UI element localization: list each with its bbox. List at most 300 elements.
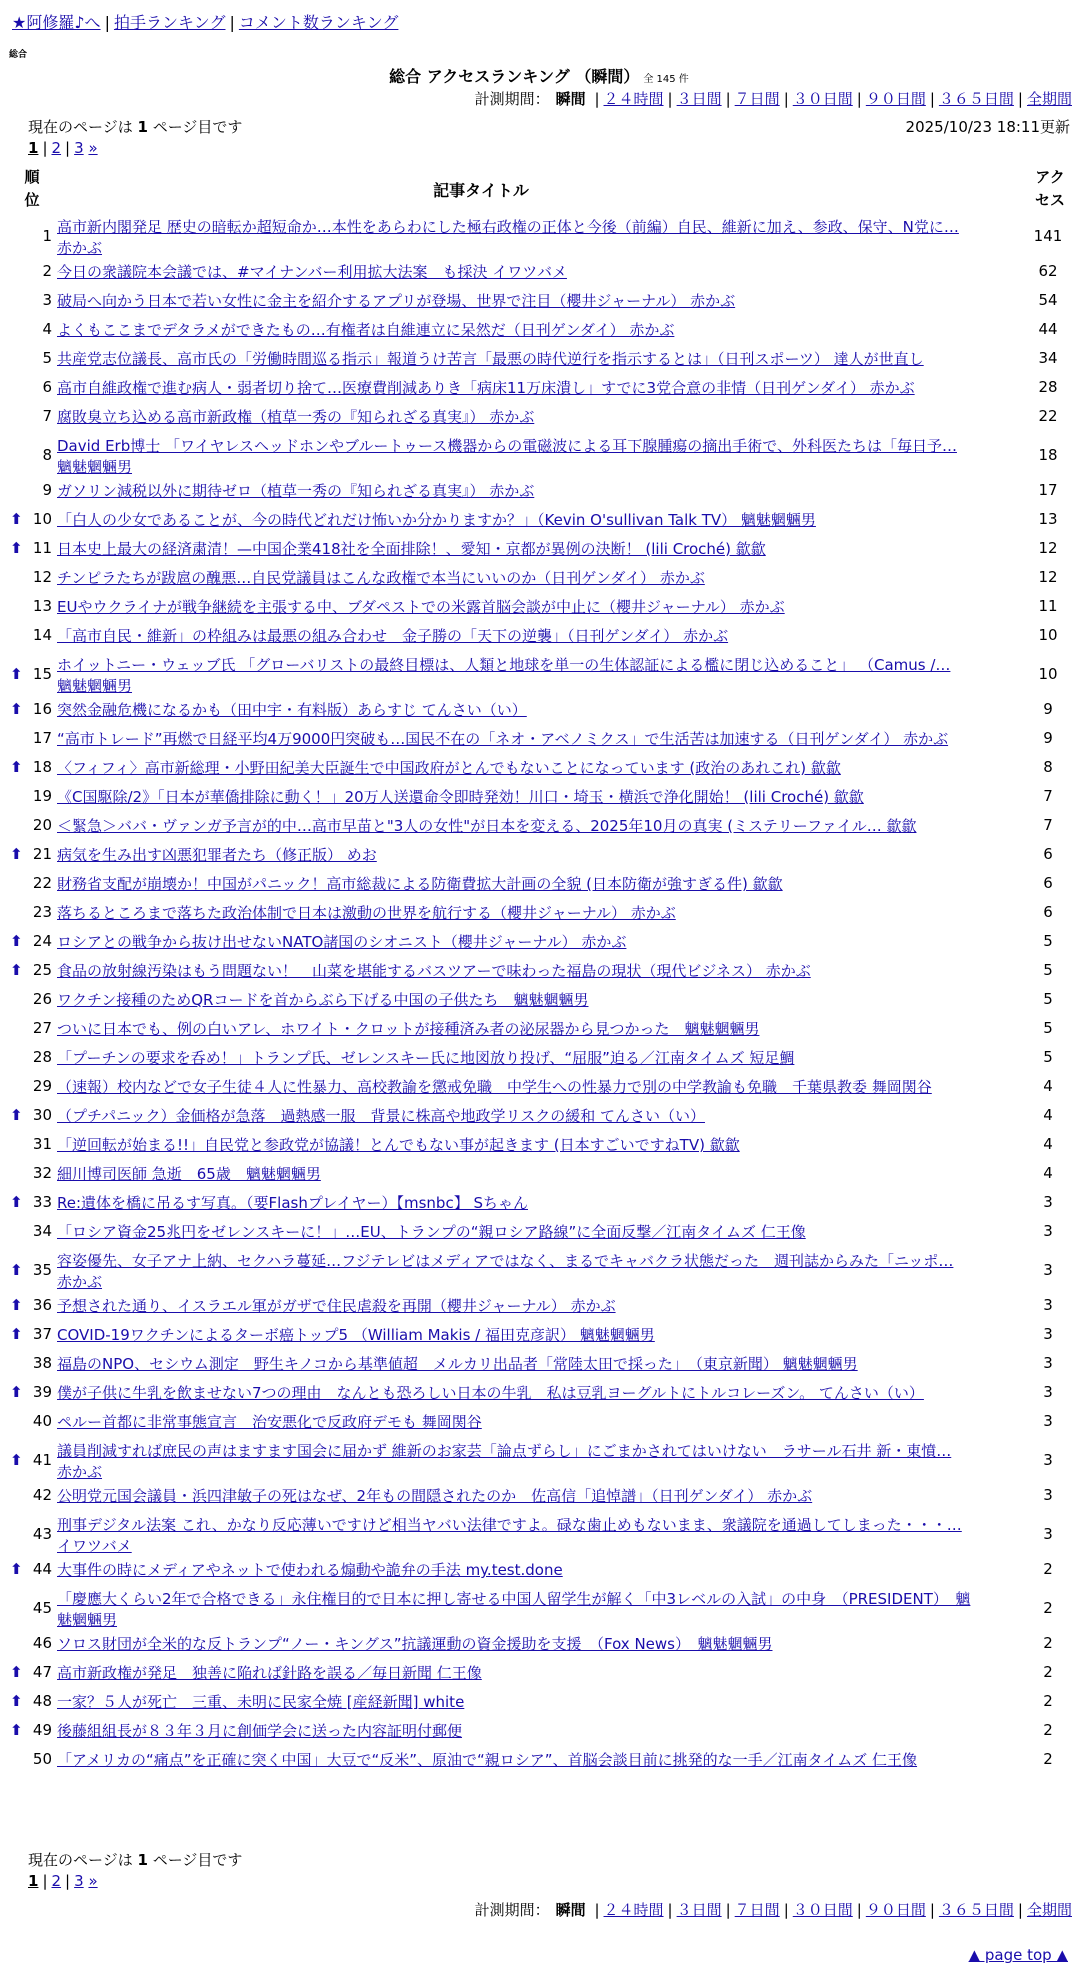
article-link[interactable]: ソロス財団が全米的な反トランプ“ノー・キングス”抗議運動の資金援助を支援 （Fox News） 魑魅魍魎男 <box>57 1635 773 1653</box>
rank-number: 18 <box>32 758 52 776</box>
article-link[interactable]: 日本史上最大の経済粛清！—中国企業418社を全面排除！、愛知・京都が異例の決断！ (lili Croché) 歙歙 <box>57 540 766 558</box>
rank-number: 28 <box>32 1048 52 1066</box>
article-link[interactable]: 〈フィフィ〉高市新総理・小野田紀美大臣誕生で中国政府がとんでもないことになっています (政治のあれこれ) 歙歙 <box>57 759 841 777</box>
article-link[interactable]: 議員削減すれば庶民の声はますます国会に届かず 維新のお家芸「論点ずらし」にごまかされてはいけない ラサール石井 新・東憤… <box>57 1442 952 1460</box>
article-title-cell <box>57 539 1022 560</box>
article-link[interactable]: ガソリン減税以外に期待ゼロ（植草一秀の『知られざる真実』） 赤かぶ <box>57 482 535 500</box>
access-count: 5 <box>1043 932 1053 950</box>
article-link[interactable]: （速報）校内などで女子生徒４人に性暴力、高校教諭を懲戒免職 中学生への性暴力で別の中学教諭も免職 千葉県教委 舞岡関谷 <box>57 1078 932 1096</box>
period-link[interactable]: ９０日間 <box>865 1901 926 1919</box>
access-count: 54 <box>1038 291 1058 309</box>
table-row <box>0 655 1078 697</box>
article-link[interactable]: 落ちるところまで落ちた政治体制で日本は激動の世界を航行する（櫻井ジャーナル） 赤かぶ <box>57 904 676 922</box>
access-count: 13 <box>1038 510 1058 528</box>
article-title-cell <box>57 407 1022 428</box>
article-link[interactable]: 後藤組組長が８３年３月に創価学会に送った内容証明付郵便 <box>57 1722 463 1740</box>
table-row <box>0 1441 1078 1483</box>
article-link[interactable]: 共産党志位議長、高市氏の「労働時間巡る指示」報道うけ苦言「最悪の時代逆行を指示するとは」（日刊スポーツ） 達人が世直し <box>57 350 924 368</box>
page-top-link-wrap <box>969 1946 1068 1964</box>
access-count: 141 <box>1033 227 1063 245</box>
article-link[interactable]: 僕が子供に牛乳を飲ませない7つの理由 なんとも恐ろしい日本の牛乳 私は豆乳ヨーグルトにトルコレーズン。 てんさい（い） <box>57 1384 924 1402</box>
article-link[interactable]: ＜緊急＞ババ・ヴァンガ予言が的中…高市早苗と"3人の女性"が日本を変える、2025年10月の真実 (ミステリーファイル… 歙歙 <box>57 817 917 835</box>
article-link-continued[interactable]: 魑魅魍魎男 <box>57 677 133 695</box>
rank-number: 4 <box>42 320 52 338</box>
article-title-cell <box>57 1634 1022 1655</box>
article-title-cell <box>57 1325 1022 1346</box>
table-row <box>0 1354 1078 1377</box>
article-title-cell <box>57 320 1022 341</box>
access-count: 2 <box>1043 1692 1053 1710</box>
article-link-continued[interactable]: 赤かぶ <box>57 239 103 257</box>
article-link[interactable]: David Erb博士 「ワイヤレスヘッドホンやブルートゥース機器からの電磁波による耳下腺腫瘍の摘出手術で、外科医たちは「毎日予… <box>57 437 957 455</box>
rank-number: 6 <box>42 378 52 396</box>
access-count: 34 <box>1038 349 1058 367</box>
rank-number: 15 <box>32 665 52 683</box>
rank-number: 49 <box>32 1721 52 1739</box>
article-link-continued[interactable]: 赤かぶ <box>57 1273 103 1291</box>
rank-number: 26 <box>32 990 52 1008</box>
table-row <box>0 436 1078 478</box>
pager-link[interactable]: 2 <box>51 139 62 157</box>
article-title-cell <box>57 1251 1022 1293</box>
article-title-cell <box>57 1106 1022 1127</box>
access-count: 3 <box>1043 1354 1053 1372</box>
article-link[interactable]: 大事件の時にメディアやネットで使われる煽動や詭弁の手法 my.test.done <box>57 1561 563 1579</box>
article-title-cell <box>57 1441 1022 1483</box>
period-link[interactable]: ２４時間 <box>603 1901 664 1919</box>
article-link[interactable]: （プチパニック）金価格が急落 過熱感一服 背景に株高や地政学リスクの緩和 てんさい（い） <box>57 1107 705 1125</box>
rank-number: 8 <box>42 446 52 464</box>
access-count: 3 <box>1043 1525 1053 1543</box>
period-selector-top <box>475 88 1072 109</box>
pager-separator: | <box>42 139 48 157</box>
article-link[interactable]: ホイットニー・ウェッブ氏 「グローバリストの最終目標は、人類と地球を単一の生体認証による檻に閉じ込めること」 （Camus /… <box>57 656 951 674</box>
table-row <box>0 217 1078 259</box>
article-link[interactable]: COVID-19ワクチンによるターボ癌トップ5 （William Makis / 福田克彦訳） 魑魅魍魎男 <box>57 1326 655 1344</box>
article-title-cell <box>57 729 1022 750</box>
access-column-header <box>1030 166 1070 212</box>
article-title-cell <box>57 510 1022 531</box>
access-count: 12 <box>1038 539 1058 557</box>
access-count: 7 <box>1043 816 1053 834</box>
table-row <box>0 1193 1078 1216</box>
table-row <box>0 1296 1078 1319</box>
rank-number: 42 <box>32 1486 52 1504</box>
article-link[interactable]: “高市トレード”再燃で日経平均4万9000円突破も…国民不在の「ネオ・アベノミクス」で生活苦は加速する（日刊ゲンダイ） 赤かぶ <box>57 730 949 748</box>
rank-number: 12 <box>32 568 52 586</box>
period-link[interactable]: ３６５日間 <box>938 90 1014 108</box>
rank-number: 44 <box>32 1560 52 1578</box>
period-link[interactable]: ３０日間 <box>792 1901 853 1919</box>
rank-number: 40 <box>32 1412 52 1430</box>
access-count: 7 <box>1043 787 1053 805</box>
article-title-cell <box>57 1048 1022 1069</box>
rank-number: 11 <box>32 539 52 557</box>
access-count: 12 <box>1038 568 1058 586</box>
nav-separator: | <box>104 13 110 32</box>
top-nav <box>12 10 398 33</box>
access-count: 18 <box>1038 446 1058 464</box>
up-arrow-icon: ⬆ <box>10 1692 23 1710</box>
access-count: 17 <box>1038 481 1058 499</box>
rank-number: 45 <box>32 1599 52 1617</box>
updated-timestamp: 2025/10/23 18:11更新 <box>905 118 1070 136</box>
access-count: 5 <box>1043 1019 1053 1037</box>
up-arrow-icon: ⬆ <box>10 1451 23 1469</box>
rank-number: 43 <box>32 1525 52 1543</box>
article-link[interactable]: 刑事デジタル法案 これ、かなり反応薄いですけど相当ヤバい法律ですよ。碌な歯止めもないまま、衆議院を通過してしまった・・・… <box>57 1516 962 1534</box>
table-row <box>0 1135 1078 1158</box>
period-separator: | <box>1017 1901 1023 1919</box>
home-link[interactable]: ★阿修羅♪へ <box>12 13 101 32</box>
article-title-cell <box>57 787 1022 808</box>
period-separator: | <box>667 1901 673 1919</box>
pager-separator: | <box>42 1872 48 1890</box>
article-title-cell <box>57 1077 1022 1098</box>
rank-number: 20 <box>32 816 52 834</box>
access-count: 3 <box>1043 1296 1053 1314</box>
article-link-continued[interactable]: 赤かぶ <box>57 1463 103 1481</box>
article-title-cell <box>57 845 1022 866</box>
article-title-cell <box>57 1164 1022 1185</box>
table-row <box>0 568 1078 591</box>
article-link[interactable]: 腐敗臭立ち込める高市新政権（植草一秀の『知られざる真実』） 赤かぶ <box>57 408 535 426</box>
table-row <box>0 1251 1078 1293</box>
table-row <box>0 1383 1078 1406</box>
period-label: 計測期間： <box>474 1901 550 1919</box>
article-title-cell <box>57 291 1022 312</box>
table-row <box>0 1663 1078 1686</box>
rank-number: 29 <box>32 1077 52 1095</box>
access-count: 3 <box>1043 1486 1053 1504</box>
article-link[interactable]: 福島のNPO、セシウム測定 野生キノコから基準値超 メルカリ出品者「常陸太田で採った」 （東京新聞） 魑魅魍魎男 <box>57 1355 858 1373</box>
access-count: 5 <box>1043 990 1053 1008</box>
period-link[interactable]: ７日間 <box>734 1901 780 1919</box>
rank-number: 23 <box>32 903 52 921</box>
article-title-cell <box>57 1589 1022 1631</box>
nav-separator: | <box>229 13 235 32</box>
pager-link[interactable]: 2 <box>51 1872 62 1890</box>
article-title-cell <box>57 932 1022 953</box>
article-link[interactable]: 「プーチンの要求を呑め！」トランプ氏、ゼレンスキー氏に地図放り投げ、“屈服”迫る／江南タイムズ 短足鯛 <box>57 1049 795 1067</box>
article-title-cell <box>57 961 1022 982</box>
article-link[interactable]: 「高市自民・維新」の枠組みは最悪の組み合わせ 金子勝の「天下の逆襲」（日刊ゲンダイ） 赤かぶ <box>57 627 729 645</box>
table-row <box>0 597 1078 620</box>
up-arrow-icon: ⬆ <box>10 1296 23 1314</box>
article-link-continued[interactable]: 魑魅魍魎男 <box>57 458 133 476</box>
table-row <box>0 626 1078 649</box>
period-separator: | <box>783 90 789 108</box>
article-link[interactable]: 「ロシア資金25兆円をゼレンスキーに！」…EU、トランプの“親ロシア路線”に全面反撃／江南タイムズ 仁王像 <box>57 1223 806 1241</box>
article-link[interactable]: 「慶應大くらい2年で合格できる」永住権目的で日本に押し寄せる中国人留学生が解く「中3レベルの入試」の中身 （PRESIDENT） 魑 <box>57 1590 971 1608</box>
article-link[interactable]: 「白人の少女であることが、今の時代どれだけ怖いか分かりますか？」（Kevin O'sullivan Talk TV） 魑魅魍魎男 <box>57 511 816 529</box>
table-row <box>0 700 1078 723</box>
article-title-cell <box>57 1222 1022 1243</box>
page-status-suffix: ページ目です <box>152 118 243 136</box>
up-arrow-icon: ⬆ <box>10 1325 23 1343</box>
current-page-status-bottom <box>28 1849 242 1870</box>
article-link[interactable]: 財務省支配が崩壊か！中国がパニック！高市総裁による防衛費拡大計画の全貌 (日本防衛が強すぎる件) 歙歙 <box>57 875 783 893</box>
period-link[interactable]: ７日間 <box>734 90 780 108</box>
period-separator: | <box>667 90 673 108</box>
article-link[interactable]: よくもここまでデタラメができたもの…有権者は自維連立に呆然だ（日刊ゲンダイ） 赤かぶ <box>57 321 675 339</box>
table-row <box>0 816 1078 839</box>
article-title-cell <box>57 1193 1022 1214</box>
access-count: 9 <box>1043 700 1053 718</box>
table-row <box>0 758 1078 781</box>
clap-ranking-link[interactable]: 拍手ランキング <box>113 13 226 32</box>
article-link[interactable]: 破局へ向かう日本で若い女性に金主を紹介するアプリが登場、世界で注目（櫻井ジャーナル） 赤かぶ <box>57 292 736 310</box>
article-title-cell <box>57 700 1022 721</box>
current-page-status-top <box>28 116 242 137</box>
article-link[interactable]: ペルー首都に非常事態宣言 治安悪化で反政府デモも 舞岡関谷 <box>57 1413 482 1431</box>
table-row <box>0 961 1078 984</box>
period-separator: | <box>725 1901 731 1919</box>
article-title-cell <box>57 874 1022 895</box>
access-header-line1: アク <box>1035 168 1065 186</box>
article-link[interactable]: 高市新内閣発足 歴史の暗転か超短命か…本性をあらわにした極右政権の正体と今後（前編）自民、維新に加え、参政、保守、N党に… <box>57 218 959 236</box>
access-count: 6 <box>1043 874 1053 892</box>
up-arrow-icon: ⬆ <box>10 510 23 528</box>
period-link[interactable]: ３日間 <box>676 90 722 108</box>
rank-number: 19 <box>32 787 52 805</box>
table-row <box>0 1634 1078 1657</box>
page-status-prefix: 現在のページは <box>28 118 133 136</box>
table-row <box>0 1750 1078 1773</box>
up-arrow-icon: ⬆ <box>10 1106 23 1124</box>
access-count: 2 <box>1043 1560 1053 1578</box>
article-title-cell <box>57 1296 1022 1317</box>
period-separator: | <box>856 1901 862 1919</box>
access-count: 28 <box>1038 378 1058 396</box>
table-row <box>0 1515 1078 1557</box>
article-link[interactable]: ワクチン接種のためQRコードを首からぶら下げる中国の子供たち 魑魅魍魎男 <box>57 991 589 1009</box>
pager-link[interactable]: 3 <box>74 139 84 157</box>
access-count: 3 <box>1043 1412 1053 1430</box>
table-row <box>0 990 1078 1013</box>
rank-number: 10 <box>32 510 52 528</box>
access-count: 22 <box>1038 407 1058 425</box>
article-link[interactable]: 高市新政権が発足 独善に陥れば針路を誤る／毎日新聞 仁王像 <box>57 1664 482 1682</box>
article-link[interactable]: 細川博司医師 急逝 65歳 魑魅魍魎男 <box>57 1165 321 1183</box>
access-count: 2 <box>1043 1663 1053 1681</box>
pager-current: 1 <box>28 139 39 157</box>
rank-number: 47 <box>32 1663 52 1681</box>
access-count: 5 <box>1043 961 1053 979</box>
period-link[interactable]: ２４時間 <box>603 90 664 108</box>
up-arrow-icon: ⬆ <box>10 932 23 950</box>
rank-number: 22 <box>32 874 52 892</box>
access-count: 2 <box>1043 1634 1053 1652</box>
access-count: 4 <box>1043 1164 1053 1182</box>
period-links <box>590 1901 1072 1919</box>
access-count: 3 <box>1043 1222 1053 1240</box>
article-title-cell <box>57 1663 1022 1684</box>
article-link[interactable]: 《C国駆除/2》「日本が華僑排除に動く！」20万人送還命令即時発効！川口・埼玉・横浜で浄化開始！ (lili Croché) 歙歙 <box>57 788 864 806</box>
article-link-continued[interactable]: イワツバメ <box>57 1537 132 1555</box>
article-title-cell <box>57 1721 1022 1742</box>
access-header-line2: セス <box>1034 191 1065 209</box>
table-row <box>0 1412 1078 1435</box>
rank-number: 27 <box>32 1019 52 1037</box>
access-count: 10 <box>1038 626 1058 644</box>
period-link[interactable]: ３６５日間 <box>938 1901 1014 1919</box>
article-link[interactable]: チンピラたちが跋扈の醜悪…自民党議員はこんな政権で本当にいいのか（日刊ゲンダイ） 赤かぶ <box>57 569 705 587</box>
table-row <box>0 1486 1078 1509</box>
period-separator: | <box>1017 90 1023 108</box>
up-arrow-icon: ⬆ <box>10 845 23 863</box>
article-link[interactable]: 公明党元国会議員・浜四津敏子の死はなぜ、2年もの間隠されたのか 佐高信「追悼譜」（日刊ゲンダイ） 赤かぶ <box>57 1487 813 1505</box>
access-count: 8 <box>1043 758 1053 776</box>
table-row <box>0 349 1078 372</box>
pager-current: 1 <box>28 1872 39 1890</box>
article-title-cell <box>57 1560 1022 1581</box>
article-title-cell <box>57 217 1022 259</box>
up-arrow-icon: ⬆ <box>10 1261 23 1279</box>
rank-number: 9 <box>42 481 52 499</box>
up-arrow-icon: ⬆ <box>10 1721 23 1739</box>
article-title-cell <box>57 1354 1022 1375</box>
rank-number: 16 <box>32 700 52 718</box>
article-title-cell <box>57 1383 1022 1404</box>
up-arrow-icon: ⬆ <box>10 961 23 979</box>
up-arrow-icon: ⬆ <box>10 1383 23 1401</box>
article-title-cell <box>57 568 1022 589</box>
table-row <box>0 378 1078 401</box>
access-count: 2 <box>1043 1599 1053 1617</box>
article-title-cell <box>57 626 1022 647</box>
comment-ranking-link[interactable]: コメント数ランキング <box>238 13 399 32</box>
rank-number: 21 <box>32 845 52 863</box>
period-link[interactable]: ９０日間 <box>865 90 926 108</box>
table-row <box>0 1692 1078 1715</box>
page-status-number: 1 <box>137 118 148 136</box>
access-count: 4 <box>1043 1135 1053 1153</box>
rank-number: 46 <box>32 1634 52 1652</box>
article-title-cell <box>57 903 1022 924</box>
period-link[interactable]: ３日間 <box>676 1901 722 1919</box>
page-title <box>0 64 1078 87</box>
article-link[interactable]: ついに日本でも、例の白いアレ、ホワイト・クロットが接種済み者の泌尿器から見つかった 魑魅魍魎男 <box>57 1020 760 1038</box>
period-current: 瞬間 <box>555 90 586 108</box>
article-link[interactable]: 容姿優先、女子アナ上納、セクハラ蔓延…フジテレビはメディアではなく、まるでキャバクラ状態だった 週刊誌からみた「ニッポ… <box>57 1252 954 1270</box>
table-row <box>0 1721 1078 1744</box>
article-title-cell <box>57 481 1022 502</box>
page-top-link[interactable]: ▲ page top ▲ <box>968 1946 1068 1964</box>
rank-number: 31 <box>32 1135 52 1153</box>
article-title-cell <box>57 1692 1022 1713</box>
title-column-header <box>0 178 1078 201</box>
table-row <box>0 1325 1078 1348</box>
table-row <box>0 539 1078 562</box>
table-row <box>0 481 1078 504</box>
rank-header-line1: 順 <box>24 168 40 186</box>
table-row <box>0 291 1078 314</box>
title-header-text: 記事タイトル <box>433 181 529 200</box>
table-row <box>0 1077 1078 1100</box>
article-link[interactable]: 「アメリカの“痛点”を正確に突く中国」大豆で“反米”、原油で“親ロシア”、首脳会談目前に挑発的な一手／江南タイムズ 仁王像 <box>57 1751 918 1769</box>
access-count: 3 <box>1043 1261 1053 1279</box>
table-row <box>0 1048 1078 1071</box>
article-link[interactable]: 病気を生み出す凶悪犯罪者たち（修正版） めお <box>57 846 377 864</box>
article-link[interactable]: 今日の衆議院本会議では、#マイナンバー利用拡大法案 も採決 イワツバメ <box>57 263 567 281</box>
table-row <box>0 1164 1078 1187</box>
up-arrow-icon: ⬆ <box>10 1560 23 1578</box>
rank-number: 17 <box>32 729 52 747</box>
article-title-cell <box>57 1515 1022 1557</box>
article-link[interactable]: 食品の放射線汚染はもう問題ない！ 山菜を堪能するバスツアーで味わった福島の現状（現代ビジネス） 赤かぶ <box>57 962 811 980</box>
article-link[interactable]: Re:遺体を橋に吊るす写真。（要Flashプレイヤー）【msnbc】 Sちゃん <box>57 1194 528 1212</box>
access-count: 6 <box>1043 845 1053 863</box>
table-row <box>0 729 1078 752</box>
access-count: 2 <box>1043 1750 1053 1768</box>
period-separator: | <box>725 90 731 108</box>
rank-number: 38 <box>32 1354 52 1372</box>
rank-number: 5 <box>42 349 52 367</box>
access-count: 44 <box>1038 320 1058 338</box>
article-link[interactable]: ロシアとの戦争から抜け出せないNATO諸国のシオニスト（櫻井ジャーナル） 赤かぶ <box>57 933 627 951</box>
page-status-prefix: 現在のページは <box>28 1851 133 1869</box>
table-row <box>0 510 1078 533</box>
table-row <box>0 903 1078 926</box>
article-link[interactable]: 一家？５人が死亡 三重、未明に民家全焼 [産経新聞] white <box>57 1693 465 1711</box>
article-title-cell <box>57 1019 1022 1040</box>
period-separator: | <box>783 1901 789 1919</box>
pager-next-link[interactable]: » <box>88 1872 98 1890</box>
article-link[interactable]: 予想された通り、イスラエル軍がガザで住民虐殺を再開（櫻井ジャーナル） 赤かぶ <box>57 1297 616 1315</box>
article-link[interactable]: EUやウクライナが戦争継続を主張する中、ブダペストでの米露首脳会談が中止に（櫻井ジャーナル） 赤かぶ <box>57 598 785 616</box>
section-tag: 総合 <box>9 50 28 60</box>
period-separator: | <box>929 90 935 108</box>
rank-number: 24 <box>32 932 52 950</box>
pager-next-link[interactable]: » <box>88 139 98 157</box>
table-row <box>0 320 1078 343</box>
rank-number: 50 <box>32 1750 52 1768</box>
rank-number: 33 <box>32 1193 52 1211</box>
page-status-suffix: ページ目です <box>152 1851 243 1869</box>
article-title-cell <box>57 816 1022 837</box>
table-row <box>0 932 1078 955</box>
period-link[interactable]: 全期間 <box>1026 90 1072 108</box>
page-status-number: 1 <box>137 1851 148 1869</box>
pager-separator: | <box>65 1872 71 1890</box>
article-link[interactable]: 高市自維政権で進む病人・弱者切り捨て…医療費削減ありき「病床11万床潰し」すでに3党合意の非情（日刊ゲンダイ） 赤かぶ <box>57 379 915 397</box>
up-arrow-icon: ⬆ <box>10 539 23 557</box>
article-link[interactable]: 「逆回転が始まる!!」自民党と参政党が協議！とんでもない事が起きます (日本すごいですねTV) 歙歙 <box>57 1136 740 1154</box>
rank-header-line2: 位 <box>24 191 40 209</box>
article-title-cell <box>57 1135 1022 1156</box>
pager-link[interactable]: 3 <box>74 1872 84 1890</box>
article-title-cell <box>57 597 1022 618</box>
access-count: 4 <box>1043 1077 1053 1095</box>
pager-separator: | <box>65 139 71 157</box>
article-link[interactable]: 突然金融危機になるかも（田中宇・有料版）あらすじ てんさい（い） <box>57 701 527 719</box>
article-link-continued[interactable]: 魅魍魎男 <box>57 1611 118 1629</box>
article-title-cell <box>57 378 1022 399</box>
access-count: 11 <box>1038 597 1058 615</box>
period-link[interactable]: ３０日間 <box>792 90 853 108</box>
period-link[interactable]: 全期間 <box>1026 1901 1072 1919</box>
table-row <box>0 1019 1078 1042</box>
article-title-cell <box>57 1750 1022 1771</box>
up-arrow-icon: ⬆ <box>10 1663 23 1681</box>
access-count: 6 <box>1043 903 1053 921</box>
article-title-cell <box>57 990 1022 1011</box>
table-row <box>0 1222 1078 1245</box>
period-separator: | <box>594 90 600 108</box>
access-count: 10 <box>1038 665 1058 683</box>
up-arrow-icon: ⬆ <box>10 1193 23 1211</box>
